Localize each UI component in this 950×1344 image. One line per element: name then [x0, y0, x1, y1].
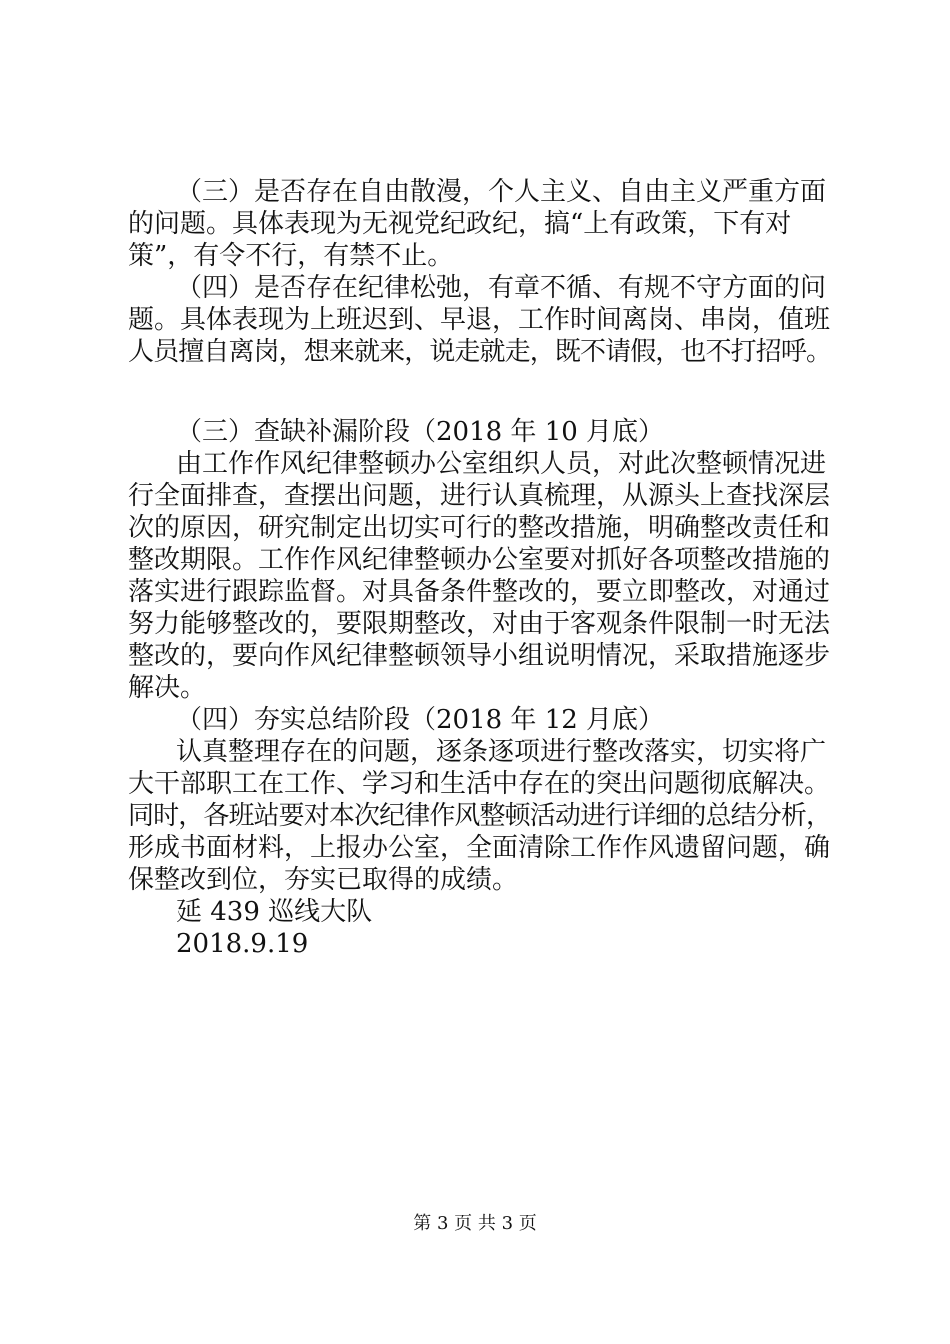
- paragraph-line: 行全面排查，查摆出问题，进行认真梳理，从源头上查找深层: [128, 481, 831, 511]
- paragraph-line: 的问题。具体表现为无视党纪政纪，搞“上有政策，下有对: [128, 209, 792, 239]
- paragraph-line: （四）是否存在纪律松弛，有章不循、有规不守方面的问: [176, 273, 827, 303]
- paragraph-line: 由工作作风纪律整顿办公室组织人员，对此次整顿情况进: [176, 449, 827, 479]
- section-heading: （三）查缺补漏阶段（2018 年 10 月底）: [176, 417, 665, 447]
- paragraph-line: 形成书面材料，上报办公室，全面清除工作作风遗留问题，确: [128, 833, 831, 863]
- paragraph-line: 题。具体表现为上班迟到、早退，工作时间离岗、串岗，值班: [128, 305, 831, 335]
- paragraph-line: 努力能够整改的，要限期整改，对由于客观条件限制一时无法: [128, 609, 831, 639]
- paragraph-line: 策”，有令不行，有禁不止。: [128, 241, 454, 271]
- paragraph-line: 次的原因，研究制定出切实可行的整改措施，明确整改责任和: [128, 513, 831, 543]
- paragraph-line: 整改期限。工作作风纪律整顿办公室要对抓好各项整改措施的: [128, 545, 831, 575]
- section-heading: （四）夯实总结阶段（2018 年 12 月底）: [176, 705, 665, 735]
- document-date: 2018.9.19: [176, 929, 309, 959]
- signature: 延 439 巡线大队: [176, 897, 373, 927]
- paragraph-line: 大干部职工在工作、学习和生活中存在的突出问题彻底解决。: [128, 769, 831, 799]
- paragraph-line: 落实进行跟踪监督。对具备条件整改的，要立即整改，对通过: [128, 577, 831, 607]
- paragraph-line: 解决。: [128, 673, 207, 703]
- paragraph-line: 认真整理存在的问题，逐条逐项进行整改落实，切实将广: [176, 737, 827, 767]
- paragraph-line: 人员擅自离岗，想来就来，说走就走，既不请假，也不打招呼。: [128, 337, 832, 367]
- paragraph-line: 整改的，要向作风纪律整顿领导小组说明情况，采取措施逐步: [128, 641, 831, 671]
- paragraph-line: （三）是否存在自由散漫，个人主义、自由主义严重方面: [176, 177, 827, 207]
- paragraph-line: 保整改到位，夯实已取得的成绩。: [128, 865, 519, 895]
- page-footer: 第 3 页 共 3 页: [413, 1213, 537, 1234]
- paragraph-line: 同时，各班站要对本次纪律作风整顿活动进行详细的总结分析，: [128, 801, 832, 831]
